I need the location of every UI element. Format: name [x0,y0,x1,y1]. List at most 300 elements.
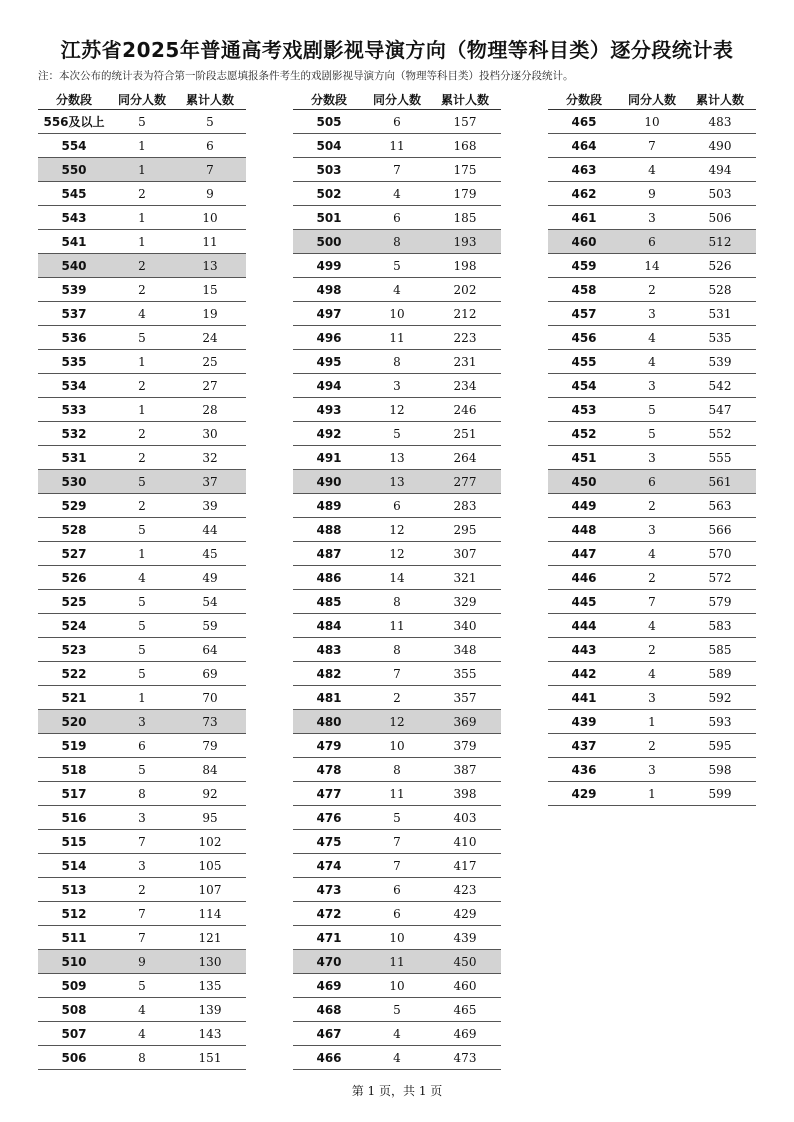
score-cell: 503 [293,158,365,182]
table-row [38,446,246,470]
same-count-cell: 11 [365,782,429,806]
same-count-cell: 5 [110,326,174,350]
table-row [38,254,246,278]
cumulative-cell: 379 [429,734,501,758]
table-row [548,638,756,662]
score-cell: 531 [38,446,110,470]
score-cell: 481 [293,686,365,710]
score-cell: 471 [293,926,365,950]
table-row [548,518,756,542]
cumulative-cell: 570 [684,542,756,566]
same-count-cell: 9 [620,182,684,206]
table-row [548,662,756,686]
cumulative-cell: 168 [429,134,501,158]
score-table-col-1 [38,89,246,1070]
table-row [38,230,246,254]
cumulative-cell: 598 [684,758,756,782]
score-cell: 516 [38,806,110,830]
table-row [293,470,501,494]
score-cell: 462 [548,182,620,206]
same-count-cell: 1 [110,158,174,182]
same-count-cell: 3 [110,806,174,830]
table-row [548,110,756,134]
table-row [548,566,756,590]
same-count-cell: 6 [365,206,429,230]
same-count-cell: 4 [620,158,684,182]
same-count-cell: 5 [620,398,684,422]
table-row [38,110,246,134]
same-count-cell: 2 [620,566,684,590]
score-cell: 455 [548,350,620,374]
same-count-cell: 4 [110,1022,174,1046]
table-row [293,230,501,254]
score-cell: 536 [38,326,110,350]
same-count-cell: 10 [365,974,429,998]
table-row [38,734,246,758]
cumulative-cell: 69 [174,662,246,686]
table-row [38,566,246,590]
score-cell: 517 [38,782,110,806]
same-count-cell: 1 [110,542,174,566]
cumulative-cell: 295 [429,518,501,542]
table-row [293,302,501,326]
same-count-cell: 5 [110,758,174,782]
score-cell: 514 [38,854,110,878]
cumulative-cell: 105 [174,854,246,878]
same-count-cell: 3 [620,518,684,542]
same-count-cell: 2 [110,878,174,902]
cumulative-cell: 95 [174,806,246,830]
score-cell: 459 [548,254,620,278]
table-row [293,110,501,134]
score-cell: 521 [38,686,110,710]
page-title: 江苏省2025年普通高考戏剧影视导演方向（物理等科目类）逐分段统计表 [60,38,734,62]
table-row [293,950,501,974]
score-cell: 541 [38,230,110,254]
cumulative-cell: 107 [174,878,246,902]
table-row [38,998,246,1022]
table-row [293,854,501,878]
cumulative-cell: 277 [429,470,501,494]
same-count-cell: 4 [620,542,684,566]
table-row [548,134,756,158]
table-row [293,398,501,422]
table-row [548,206,756,230]
same-count-cell: 7 [110,902,174,926]
cumulative-cell: 32 [174,446,246,470]
same-count-cell: 13 [365,446,429,470]
cumulative-cell: 589 [684,662,756,686]
same-count-cell: 12 [365,518,429,542]
table-row [293,494,501,518]
cumulative-cell: 473 [429,1046,501,1070]
table-row [38,182,246,206]
cumulative-cell: 70 [174,686,246,710]
score-cell: 474 [293,854,365,878]
cumulative-cell: 37 [174,470,246,494]
score-cell: 480 [293,710,365,734]
table-row [293,734,501,758]
cumulative-cell: 555 [684,446,756,470]
table-row [548,494,756,518]
table-row [38,782,246,806]
score-cell: 530 [38,470,110,494]
table-row [548,734,756,758]
cumulative-cell: 593 [684,710,756,734]
table-row [38,590,246,614]
table-row [38,710,246,734]
same-count-cell: 3 [110,710,174,734]
table-row [38,902,246,926]
score-cell: 512 [38,902,110,926]
table-row [38,134,246,158]
cumulative-cell: 552 [684,422,756,446]
cumulative-cell: 193 [429,230,501,254]
cumulative-cell: 64 [174,638,246,662]
table-row [293,806,501,830]
same-count-cell: 5 [110,974,174,998]
table-row [293,1046,501,1070]
cumulative-cell: 528 [684,278,756,302]
score-cell: 556及以上 [38,110,110,134]
cumulative-cell: 563 [684,494,756,518]
cumulative-cell: 9 [174,182,246,206]
cumulative-cell: 102 [174,830,246,854]
score-cell: 486 [293,566,365,590]
cumulative-cell: 45 [174,542,246,566]
table-row [293,638,501,662]
table-row [293,590,501,614]
same-count-cell: 3 [110,854,174,878]
score-cell: 476 [293,806,365,830]
table-row [38,806,246,830]
score-table-col-2 [293,89,501,1070]
table-row [293,974,501,998]
same-count-cell: 4 [110,998,174,1022]
table-row [293,926,501,950]
table-row [548,614,756,638]
same-count-cell: 1 [110,398,174,422]
score-cell: 446 [548,566,620,590]
same-count-cell: 7 [365,662,429,686]
table-row [293,758,501,782]
score-cell: 507 [38,1022,110,1046]
table-row [293,158,501,182]
same-count-cell: 2 [365,686,429,710]
score-cell: 487 [293,542,365,566]
cumulative-cell: 84 [174,758,246,782]
table-row [293,254,501,278]
score-cell: 543 [38,206,110,230]
cumulative-cell: 27 [174,374,246,398]
same-count-cell: 6 [365,878,429,902]
score-cell: 449 [548,494,620,518]
score-cell: 448 [548,518,620,542]
header-score: 分数段 [548,89,620,110]
table-row [38,614,246,638]
score-cell: 506 [38,1046,110,1070]
table-row [38,494,246,518]
score-cell: 461 [548,206,620,230]
score-cell: 501 [293,206,365,230]
table-row [548,398,756,422]
score-cell: 537 [38,302,110,326]
cumulative-cell: 585 [684,638,756,662]
same-count-cell: 10 [620,110,684,134]
score-cell: 545 [38,182,110,206]
table-row [38,158,246,182]
header-cumulative: 累计人数 [429,89,501,110]
same-count-cell: 7 [365,830,429,854]
score-cell: 518 [38,758,110,782]
table-row [38,302,246,326]
page-footer: 第 1 页，共 1 页 [351,1084,443,1098]
same-count-cell: 1 [620,782,684,806]
table-row [38,1046,246,1070]
cumulative-cell: 539 [684,350,756,374]
same-count-cell: 2 [620,734,684,758]
cumulative-cell: 139 [174,998,246,1022]
same-count-cell: 5 [110,590,174,614]
score-cell: 504 [293,134,365,158]
cumulative-cell: 130 [174,950,246,974]
same-count-cell: 4 [620,326,684,350]
score-cell: 456 [548,326,620,350]
score-cell: 534 [38,374,110,398]
score-cell: 511 [38,926,110,950]
same-count-cell: 5 [110,518,174,542]
cumulative-cell: 10 [174,206,246,230]
table-row [293,830,501,854]
cumulative-cell: 512 [684,230,756,254]
same-count-cell: 4 [620,662,684,686]
cumulative-cell: 135 [174,974,246,998]
score-cell: 484 [293,614,365,638]
cumulative-cell: 398 [429,782,501,806]
same-count-cell: 5 [110,110,174,134]
cumulative-cell: 114 [174,902,246,926]
same-count-cell: 7 [620,590,684,614]
header-same-count: 同分人数 [110,89,174,110]
table-row [548,158,756,182]
same-count-cell: 6 [365,902,429,926]
cumulative-cell: 469 [429,1022,501,1046]
score-cell: 447 [548,542,620,566]
table-row [548,254,756,278]
cumulative-cell: 490 [684,134,756,158]
table-row [293,566,501,590]
same-count-cell: 3 [365,374,429,398]
cumulative-cell: 212 [429,302,501,326]
score-cell: 502 [293,182,365,206]
same-count-cell: 3 [620,686,684,710]
score-cell: 490 [293,470,365,494]
table-row [38,398,246,422]
table-row [548,470,756,494]
cumulative-cell: 572 [684,566,756,590]
cumulative-cell: 439 [429,926,501,950]
score-cell: 532 [38,422,110,446]
same-count-cell: 6 [620,470,684,494]
cumulative-cell: 30 [174,422,246,446]
cumulative-cell: 13 [174,254,246,278]
cumulative-cell: 73 [174,710,246,734]
same-count-cell: 2 [110,446,174,470]
cumulative-cell: 566 [684,518,756,542]
same-count-cell: 4 [365,182,429,206]
cumulative-cell: 355 [429,662,501,686]
score-cell: 463 [548,158,620,182]
cumulative-cell: 202 [429,278,501,302]
score-cell: 505 [293,110,365,134]
cumulative-cell: 54 [174,590,246,614]
cumulative-cell: 59 [174,614,246,638]
same-count-cell: 1 [110,350,174,374]
cumulative-cell: 25 [174,350,246,374]
cumulative-cell: 175 [429,158,501,182]
score-cell: 468 [293,998,365,1022]
table-row [293,422,501,446]
cumulative-cell: 369 [429,710,501,734]
score-cell: 495 [293,350,365,374]
table-row [548,326,756,350]
score-cell: 482 [293,662,365,686]
score-cell: 478 [293,758,365,782]
same-count-cell: 7 [110,926,174,950]
score-cell: 454 [548,374,620,398]
table-row [293,374,501,398]
cumulative-cell: 24 [174,326,246,350]
same-count-cell: 6 [365,110,429,134]
same-count-cell: 8 [365,230,429,254]
score-cell: 436 [548,758,620,782]
same-count-cell: 7 [620,134,684,158]
same-count-cell: 1 [620,710,684,734]
score-cell: 442 [548,662,620,686]
score-cell: 460 [548,230,620,254]
table-row [548,542,756,566]
table-row [293,326,501,350]
score-cell: 465 [548,110,620,134]
cumulative-cell: 423 [429,878,501,902]
cumulative-cell: 579 [684,590,756,614]
table-row [38,278,246,302]
cumulative-cell: 121 [174,926,246,950]
cumulative-cell: 143 [174,1022,246,1046]
score-cell: 525 [38,590,110,614]
table-row [38,974,246,998]
same-count-cell: 11 [365,614,429,638]
same-count-cell: 8 [110,1046,174,1070]
table-row [293,662,501,686]
table-row [548,350,756,374]
table-row [293,902,501,926]
same-count-cell: 4 [620,350,684,374]
cumulative-cell: 223 [429,326,501,350]
cumulative-cell: 246 [429,398,501,422]
score-cell: 529 [38,494,110,518]
score-cell: 523 [38,638,110,662]
score-cell: 464 [548,134,620,158]
score-cell: 443 [548,638,620,662]
same-count-cell: 2 [620,638,684,662]
cumulative-cell: 185 [429,206,501,230]
same-count-cell: 10 [365,302,429,326]
same-count-cell: 4 [620,614,684,638]
table-row [548,278,756,302]
same-count-cell: 2 [110,374,174,398]
cumulative-cell: 460 [429,974,501,998]
cumulative-cell: 79 [174,734,246,758]
table-row [548,686,756,710]
table-row [38,350,246,374]
same-count-cell: 2 [110,182,174,206]
table-row [293,542,501,566]
same-count-cell: 5 [620,422,684,446]
table-row [38,542,246,566]
header-cumulative: 累计人数 [684,89,756,110]
header-cumulative: 累计人数 [174,89,246,110]
score-cell: 497 [293,302,365,326]
score-cell: 515 [38,830,110,854]
same-count-cell: 6 [620,230,684,254]
same-count-cell: 2 [620,278,684,302]
cumulative-cell: 387 [429,758,501,782]
same-count-cell: 1 [110,134,174,158]
same-count-cell: 2 [110,422,174,446]
score-cell: 475 [293,830,365,854]
same-count-cell: 4 [365,1046,429,1070]
score-cell: 439 [548,710,620,734]
same-count-cell: 3 [620,374,684,398]
header-score: 分数段 [293,89,365,110]
same-count-cell: 5 [110,638,174,662]
same-count-cell: 2 [110,254,174,278]
score-cell: 522 [38,662,110,686]
cumulative-cell: 231 [429,350,501,374]
score-cell: 491 [293,446,365,470]
same-count-cell: 5 [110,614,174,638]
score-cell: 489 [293,494,365,518]
score-cell: 479 [293,734,365,758]
table-row [548,302,756,326]
same-count-cell: 5 [365,254,429,278]
table-note: 注：本次公布的统计表为符合第一阶段志愿填报条件考生的戏剧影视导演方向（物理等科目类）投档分逐分段统计。 [38,70,574,82]
cumulative-cell: 251 [429,422,501,446]
same-count-cell: 5 [365,806,429,830]
score-cell: 453 [548,398,620,422]
cumulative-cell: 198 [429,254,501,278]
same-count-cell: 2 [620,494,684,518]
table-row [38,878,246,902]
same-count-cell: 1 [110,686,174,710]
score-cell: 520 [38,710,110,734]
cumulative-cell: 503 [684,182,756,206]
table-row [38,950,246,974]
table-row [548,374,756,398]
score-cell: 513 [38,878,110,902]
same-count-cell: 3 [620,302,684,326]
same-count-cell: 2 [110,494,174,518]
score-cell: 485 [293,590,365,614]
score-cell: 470 [293,950,365,974]
score-cell: 550 [38,158,110,182]
score-cell: 493 [293,398,365,422]
score-cell: 535 [38,350,110,374]
table-row [293,278,501,302]
score-cell: 519 [38,734,110,758]
cumulative-cell: 583 [684,614,756,638]
